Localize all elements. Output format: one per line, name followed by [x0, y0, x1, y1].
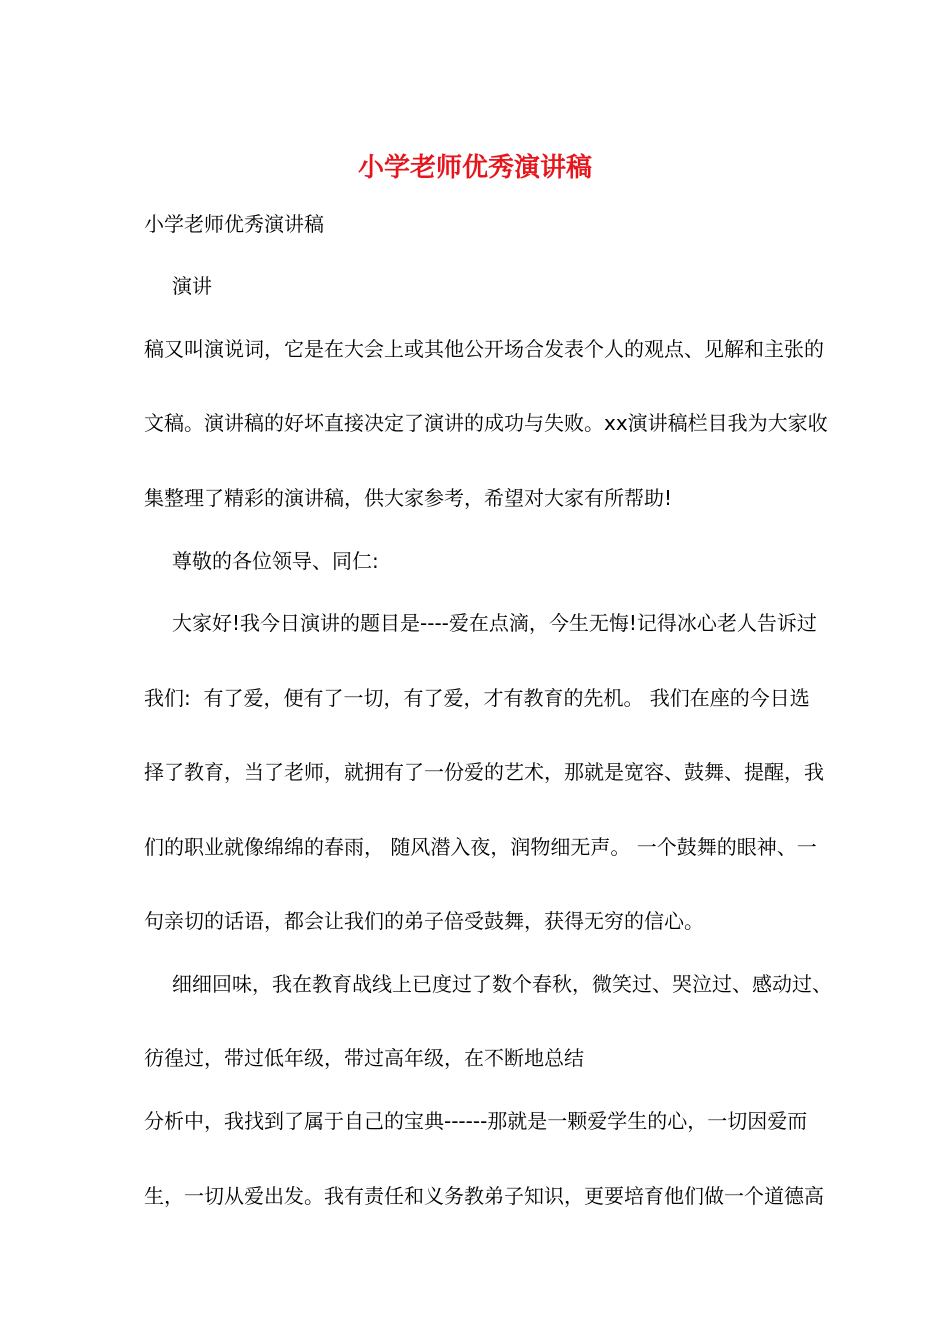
- salutation-line: 尊敬的各位领导、同仁:: [172, 549, 379, 573]
- paragraph-line: 分析中，我找到了属于自己的宝典------那就是一颗爱学生的心，一切因爱而: [144, 1109, 808, 1133]
- paragraph-line: 文稿。演讲稿的好坏直接决定了演讲的成功与失败。xx演讲稿栏目我为大家收: [144, 411, 828, 435]
- paragraph-line: 大家好!我今日演讲的题目是----爱在点滴，今生无悔!记得冰心老人告诉过: [172, 611, 817, 635]
- paragraph-line: 彷徨过，带过低年级，带过高年级，在不断地总结: [144, 1046, 584, 1070]
- paragraph-line: 择了教育，当了老师，就拥有了一份爱的艺术，那就是宽容、鼓舞、提醒，我: [144, 760, 824, 784]
- paragraph-line: 稿又叫演说词，它是在大会上或其他公开场合发表个人的观点、见解和主张的: [144, 337, 824, 361]
- paragraph-line: 我们: 有了爱，便有了一切，有了爱，才有教育的先机。 我们在座的今日选: [144, 686, 810, 710]
- paragraph-line: 句亲切的话语，都会让我们的弟子倍受鼓舞，获得无穷的信心。: [144, 909, 704, 933]
- paragraph-line: 集整理了精彩的演讲稿，供大家参考，希望对大家有所帮助!: [144, 486, 673, 510]
- paragraph-line: 演讲: [172, 274, 212, 298]
- paragraph-line: 们的职业就像绵绵的春雨， 随风潜入夜，润物细无声。 一个鼓舞的眼神、一: [144, 835, 817, 859]
- paragraph-line: 生，一切从爱出发。我有责任和义务教弟子知识，更要培育他们做一个道德高: [144, 1184, 824, 1208]
- paragraph-line: 细细回味，我在教育战线上已度过了数个春秋，微笑过、哭泣过、感动过、: [172, 972, 832, 996]
- document-title: 小学老师优秀演讲稿: [357, 153, 592, 183]
- subtitle-line: 小学老师优秀演讲稿: [144, 212, 324, 236]
